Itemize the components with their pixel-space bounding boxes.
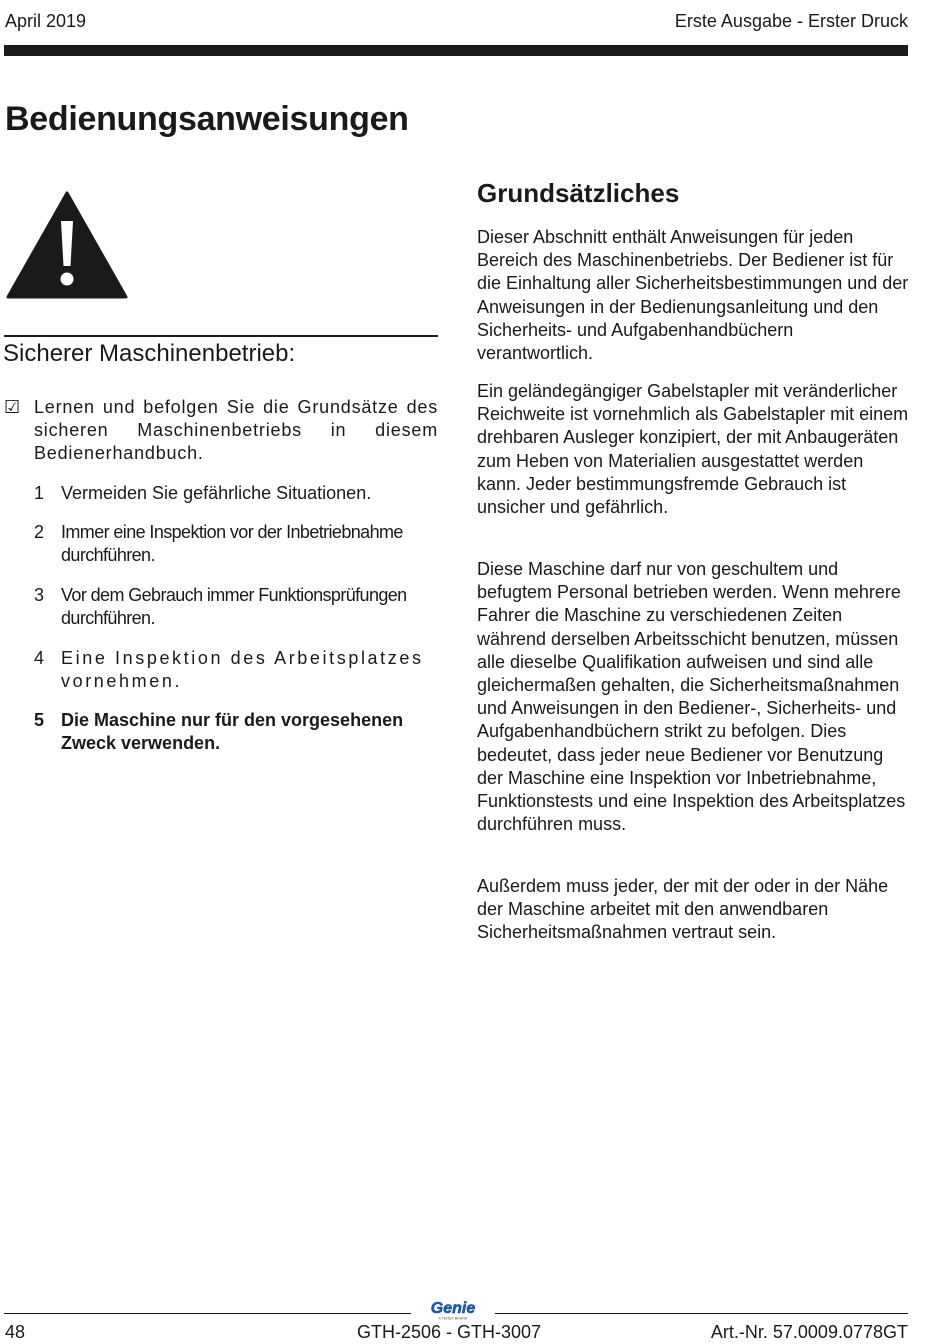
- safety-rule: [34, 584, 438, 630]
- rule-number: 1: [34, 483, 45, 503]
- checkbox-checked-icon: ☑: [4, 397, 21, 417]
- safety-rule: [34, 521, 438, 567]
- basics-paragraph: Außerdem muss jeder, der mit der oder in der Nähe der Maschine arbeitet mit den anwendbaren Sicherheitsmaßnahmen vertraut sein.: [477, 876, 889, 943]
- basics-paragraph: Ein geländegängiger Gabelstapler mit veränderlicher Reichweite ist vornehmlich als Gabelstapler mit einem drehbaren Ausleger konzipiert, der mit Anbaugeräten zum Heben von Materialien ausgestattet werden kann. Jeder bestimmungsfremde Gebrauch ist unsicher und gefährlich.: [477, 381, 909, 518]
- logo-wordmark: Genie: [430, 1300, 476, 1317]
- safety-heading: Sicherer Maschinenbetrieb:: [3, 340, 296, 367]
- model-numbers: GTH-2506 - GTH-3007: [357, 1322, 542, 1342]
- rule-number: 2: [34, 522, 44, 542]
- section-divider: [4, 335, 438, 337]
- rule-text: Die Maschine nur für den vorgesehenen Zweck verwenden.: [61, 710, 404, 753]
- footer-divider: [495, 1313, 908, 1314]
- genie-logo: [417, 1297, 489, 1321]
- warning-triangle-icon: [6, 191, 128, 299]
- rule-text: Immer eine Inspektion vor der Inbetriebnahme durchführen.: [61, 522, 403, 565]
- header-divider: [4, 45, 908, 56]
- page-number: 48: [5, 1322, 26, 1342]
- basics-paragraph: Diese Maschine darf nur von geschultem und befugtem Personal betrieben werden. Wenn mehrere Fahrer die Maschine zu verschiedenen Zeiten während derselben Arbeitsschicht benutzen, müssen alle dieselbe Qualifikation aufweisen und sind alle gleichermaßen gehalten, die Sicherheitsmaßnahmen und Anweisungen in den Bediener-, Sicherheits- und Aufgabenhandbüchern strikt zu befolgen. Dies bedeutet, dass jeder neue Bediener vor Benutzung der Maschine eine Inspektion vor Inbetriebnahme, Funktionstests und eine Inspektion des Arbeitsplatzes durchführen muss.: [477, 559, 906, 835]
- header-edition: Erste Ausgabe - Erster Druck: [674, 11, 908, 31]
- safety-rule-emphasized: [34, 709, 438, 755]
- basics-heading: Grundsätzliches: [477, 178, 680, 208]
- page-title: Bedienungsanweisungen: [5, 100, 409, 138]
- rule-text: Vermeiden Sie gefährliche Situationen.: [61, 483, 372, 503]
- rule-text: Eine Inspektion des Arbeitsplatzes vornehmen.: [61, 648, 424, 691]
- rule-number: 4: [34, 648, 47, 668]
- basics-paragraph: Dieser Abschnitt enthält Anweisungen für jeden Bereich des Maschinenbetriebs. Der Bediener ist für die Einhaltung aller Sicherheitsbestimmungen und der Anweisungen in der Bedienungsanleitung und den Sicherheits- und Aufgabenhandbüchern verantwortlich.: [477, 227, 909, 364]
- safety-intro: Lernen und befolgen Sie die Grundsätze des sicheren Maschinenbetriebs in diesem Bedienerhandbuch.: [34, 397, 438, 463]
- part-number: Art.-Nr. 57.0009.0778GT: [710, 1322, 908, 1342]
- rule-number: 5: [34, 710, 45, 730]
- rule-number: 3: [34, 585, 44, 605]
- logo-tagline: A TEREX BRAND: [438, 1316, 468, 1321]
- header-date: April 2019: [5, 11, 87, 31]
- safety-rule: [34, 647, 438, 693]
- rule-text: Vor dem Gebrauch immer Funktionsprüfungen durchführen.: [61, 585, 407, 628]
- safety-rule: [34, 482, 438, 505]
- footer-divider: [4, 1313, 411, 1314]
